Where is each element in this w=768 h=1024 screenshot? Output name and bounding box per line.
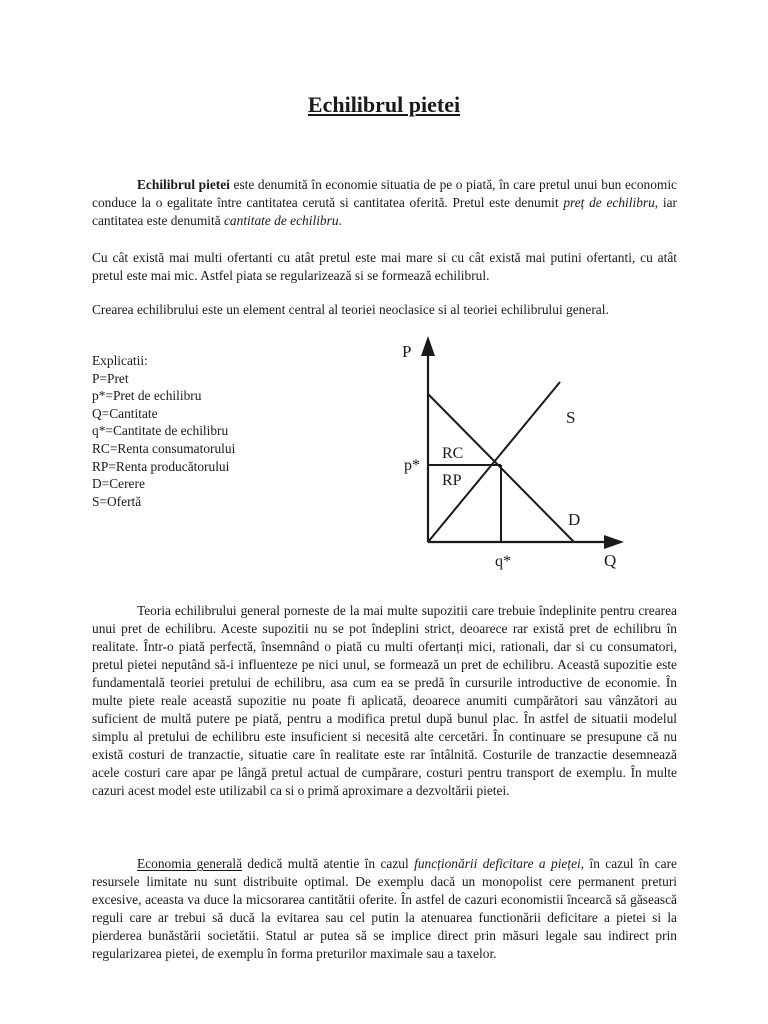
region-label-rc: RC [442,445,464,462]
page-title: Echilibrul pietei [307,92,461,117]
text-span: este denumită în economie situatia de pe o piată, în care pretul unui bun economic conduce la o egalitate între cantitatea cerută si cantitatea oferită. Pretul este denumit [92,177,678,210]
term-italic: cantitate de echilibru [223,213,339,228]
series-label-supply: S [566,408,576,427]
explanation-item: D=Cerere [92,476,145,492]
text-span: . [338,213,342,228]
x-axis-arrow [604,535,624,549]
y-tick-label: p* [404,457,420,474]
paragraph-central: Crearea echilibrului este un element central al teoriei neoclasice si al teoriei echilibrului general. [92,302,609,317]
explanation-item: RP=Renta producătorului [92,458,230,474]
x-axis-label: Q [604,551,617,570]
text-span: , iar cantitatea este denumită [92,195,677,228]
explanation-item: p*=Pret de echilibru [92,388,202,404]
explanation-item: Q=Cantitate [92,405,158,421]
term-italic: funcționării deficitare a pieței [414,856,581,871]
explanation-item: RC=Renta consumatorului [92,440,236,456]
region-label-rp: RP [442,472,462,489]
y-axis-label: P [402,342,412,361]
paragraph-definition [92,176,677,230]
term-italic: preț de echilibru [563,195,655,210]
x-tick-label: q* [495,553,511,570]
series-label-demand: D [568,510,581,529]
paragraph-offer: Cu cât există mai multi ofertanti cu atât pretul este mai mare si cu cât există mai putini ofertanti, cu atât pretul este mai mic. Astfel piata se regularizează si se formează echilibrul. [92,250,677,283]
y-axis-arrow [421,336,435,356]
text-span: , în cazul în care resursele limitate nu sunt distribuite optimal. De exemplu dacă un monopolist cere permanent preturi excesive, aceasta va duce la micsorarea cantitătii oferite. În astfel de cazuri economistii încearcă să găsească reguli care ar trebui să ducă la evitarea sau cel putin la atenuarea functionării deficitare a pietei si la pierderea bunăstării societătii. Statul ar putea să se implice direct prin măsuri legale sau indirect prin regularizarea pietei, de exemplu în forma preturilor maximale sau a taxelor. [92,856,677,961]
explanation-item: P=Pret [92,370,129,386]
explanations-heading: Explicatii: [92,353,148,368]
equilibrium-chart [398,334,638,574]
explanations-list [92,352,235,510]
text-span: dedică multă atentie în cazul [242,856,415,871]
economy-link[interactable]: Economia generală [137,856,243,871]
explanation-item: S=Ofertă [92,493,142,509]
explanation-item: q*=Cantitate de echilibru [92,423,229,439]
paragraph-theory: Teoria echilibrului general porneste de la mai multe supozitii care trebuie îndeplinite pentru crearea unui pret de echilibru. Aceste supozitii nu se pot îndeplini strict, deoarece rar există pret de echilibru în realitate. Într-o piată perfectă, însemnând o piată cu multi ofertanți mici, rationali, dar si cu consumatori, pretul pietei neputând să-i influenteze pe nici unul, se formează un pret de echilibru. Această supozitie este fundamentală teoriei pretului de echilibru, asa cum ea se predă în cursurile introductive de economie. În multe piete reale această supozitie nu poate fi aplicată, deoarece anumiti cumpărători sau vânzători au suficient de multă putere pe piată, pentru a modifica pretul după bunul plac. În astfel de situatii modelul simplu al pretului de echilibru este insuficient si necesită alte cercetări. În continuare se presupune că nu există costuri de tranzactie, situatie care în realitate este rar întâlnită. Costurile de tranzactie desemnează acele costuri care apar pe lângă pretul actual de cumpărare, costuri pentru transport de exemplu. În multe cazuri acest model este utilizabil ca si o primă aproximare a dezvoltării pietei. [92,603,677,798]
term-bold: Echilibrul pietei [137,177,230,192]
paragraph-general-economy [92,855,677,963]
